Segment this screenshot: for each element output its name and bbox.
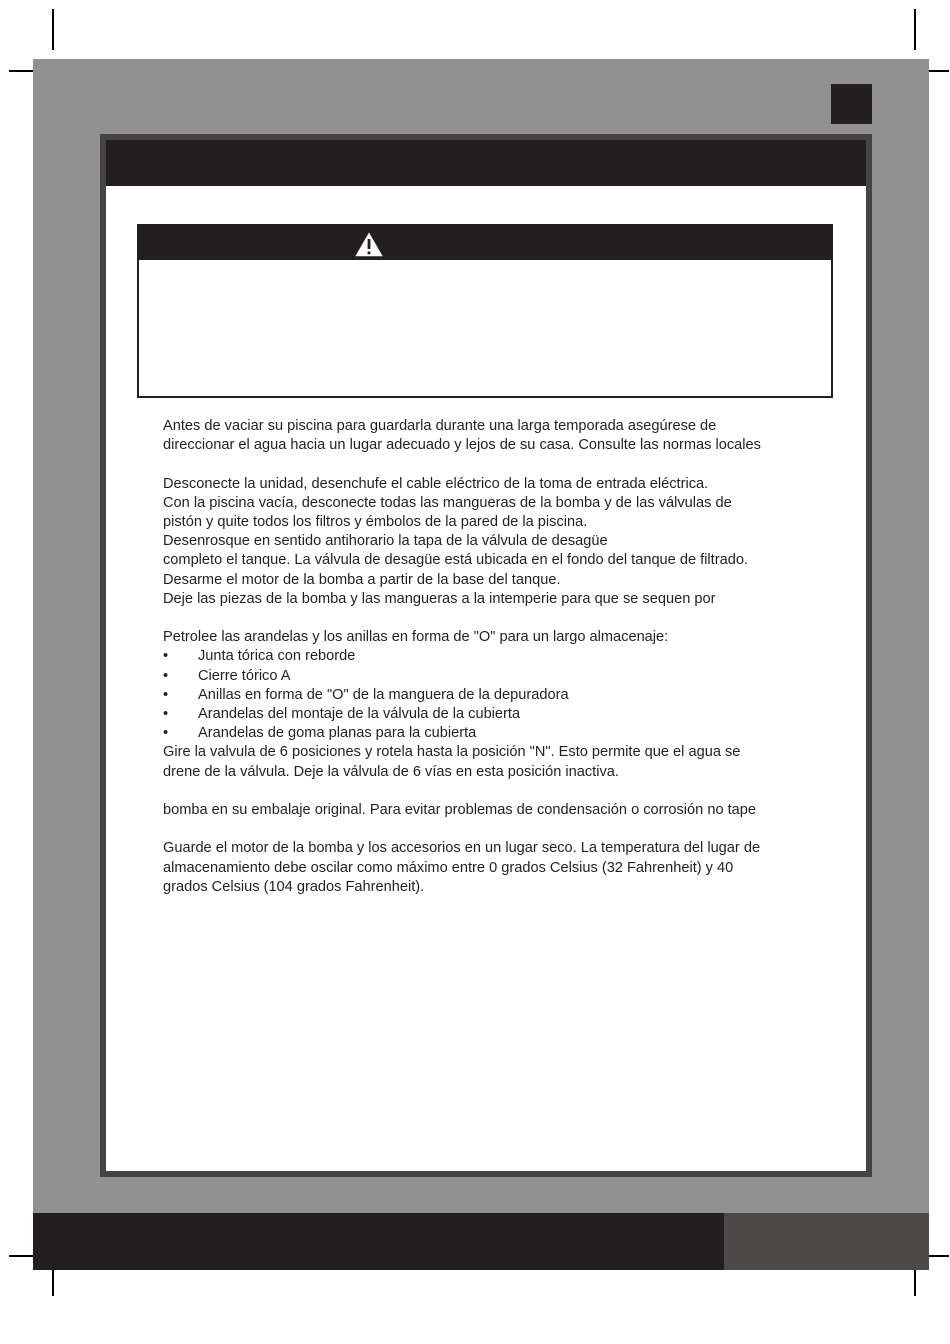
instructions-text	[163, 417, 843, 897]
text-line: grados Celsius (104 grados Fahrenheit).	[163, 878, 425, 895]
list-item-text: Junta tórica con reborde	[198, 648, 356, 665]
text-line: Con la piscina vacía, desconecte todas las mangueras de la bomba y de las válvulas de	[163, 494, 732, 511]
list-item-text: Arandelas de goma planas para la cubierta	[198, 725, 477, 742]
text-line: Petrolee las arandelas y los anillas en forma de "O" para un largo almacenaje:	[163, 629, 669, 646]
page-number-tab	[831, 84, 872, 124]
text-line: pistón y quite todos los filtros y émbolos de la pared de la piscina.	[163, 514, 588, 530]
text-line: Desenrosque en sentido antihorario la tapa de la válvula de desagüe	[163, 533, 608, 550]
warning-box	[137, 224, 833, 398]
text-line: bomba en su embalaje original. Para evitar problemas de condensación o corrosión no tape	[163, 802, 757, 819]
list-item	[163, 667, 843, 686]
warning-triangle-icon	[352, 229, 386, 259]
bullet-symbol: •	[163, 667, 169, 684]
list-item	[163, 724, 843, 743]
crop-mark	[914, 9, 916, 50]
list-item-text: Cierre tórico A	[198, 667, 291, 684]
text-line: Desarme el motor de la bomba a partir de la base del tanque.	[163, 571, 561, 588]
bullet-symbol: •	[163, 725, 169, 742]
panel-header	[106, 140, 866, 186]
text-line: almacenamiento debe oscilar como máximo entre 0 grados Celsius (32 Fahrenheit) y 40	[163, 859, 734, 876]
bullet-symbol: •	[163, 686, 169, 703]
text-line: Desconecte la unidad, desenchufe el cable eléctrico de la toma de entrada eléctrica.	[163, 475, 709, 492]
list-item	[163, 647, 843, 666]
text-line: Antes de vaciar su piscina para guardarla durante una larga temporada asegúrese de	[163, 418, 717, 434]
bullet-symbol: •	[163, 648, 169, 665]
text-line: direccionar el agua hacia un lugar adecuado y lejos de su casa. Consulte las normas locales	[163, 437, 761, 454]
text-line: Deje las piezas de la bomba y las mangueras a la intemperie para que se sequen por	[163, 590, 716, 607]
text-line: drene de la válvula. Deje la válvula de 6 vías en esta posición inactiva.	[163, 763, 619, 780]
text-line: completo el tanque. La válvula de desagüe está ubicada en el fondo del tanque de filtrado.	[163, 552, 748, 569]
crop-mark	[52, 9, 54, 50]
list-item	[163, 686, 843, 705]
text-line: Guarde el motor de la bomba y los accesorios en un lugar seco. La temperatura del lugar de	[163, 840, 761, 857]
bullet-symbol: •	[163, 706, 169, 723]
text-line: Gire la valvula de 6 posiciones y rotela hasta la posición "N". Esto permite que el agua se	[163, 744, 741, 761]
footer-bar	[33, 1213, 724, 1270]
crop-mark	[914, 1268, 916, 1296]
footer-tab	[724, 1213, 929, 1270]
crop-mark	[52, 1268, 54, 1296]
warning-bar	[139, 226, 831, 260]
list-item-text: Anillas en forma de "O" de la manguera de la depuradora	[198, 686, 569, 703]
list-item-text: Arandelas del montaje de la válvula de la cubierta	[198, 706, 521, 723]
list-item	[163, 705, 843, 724]
